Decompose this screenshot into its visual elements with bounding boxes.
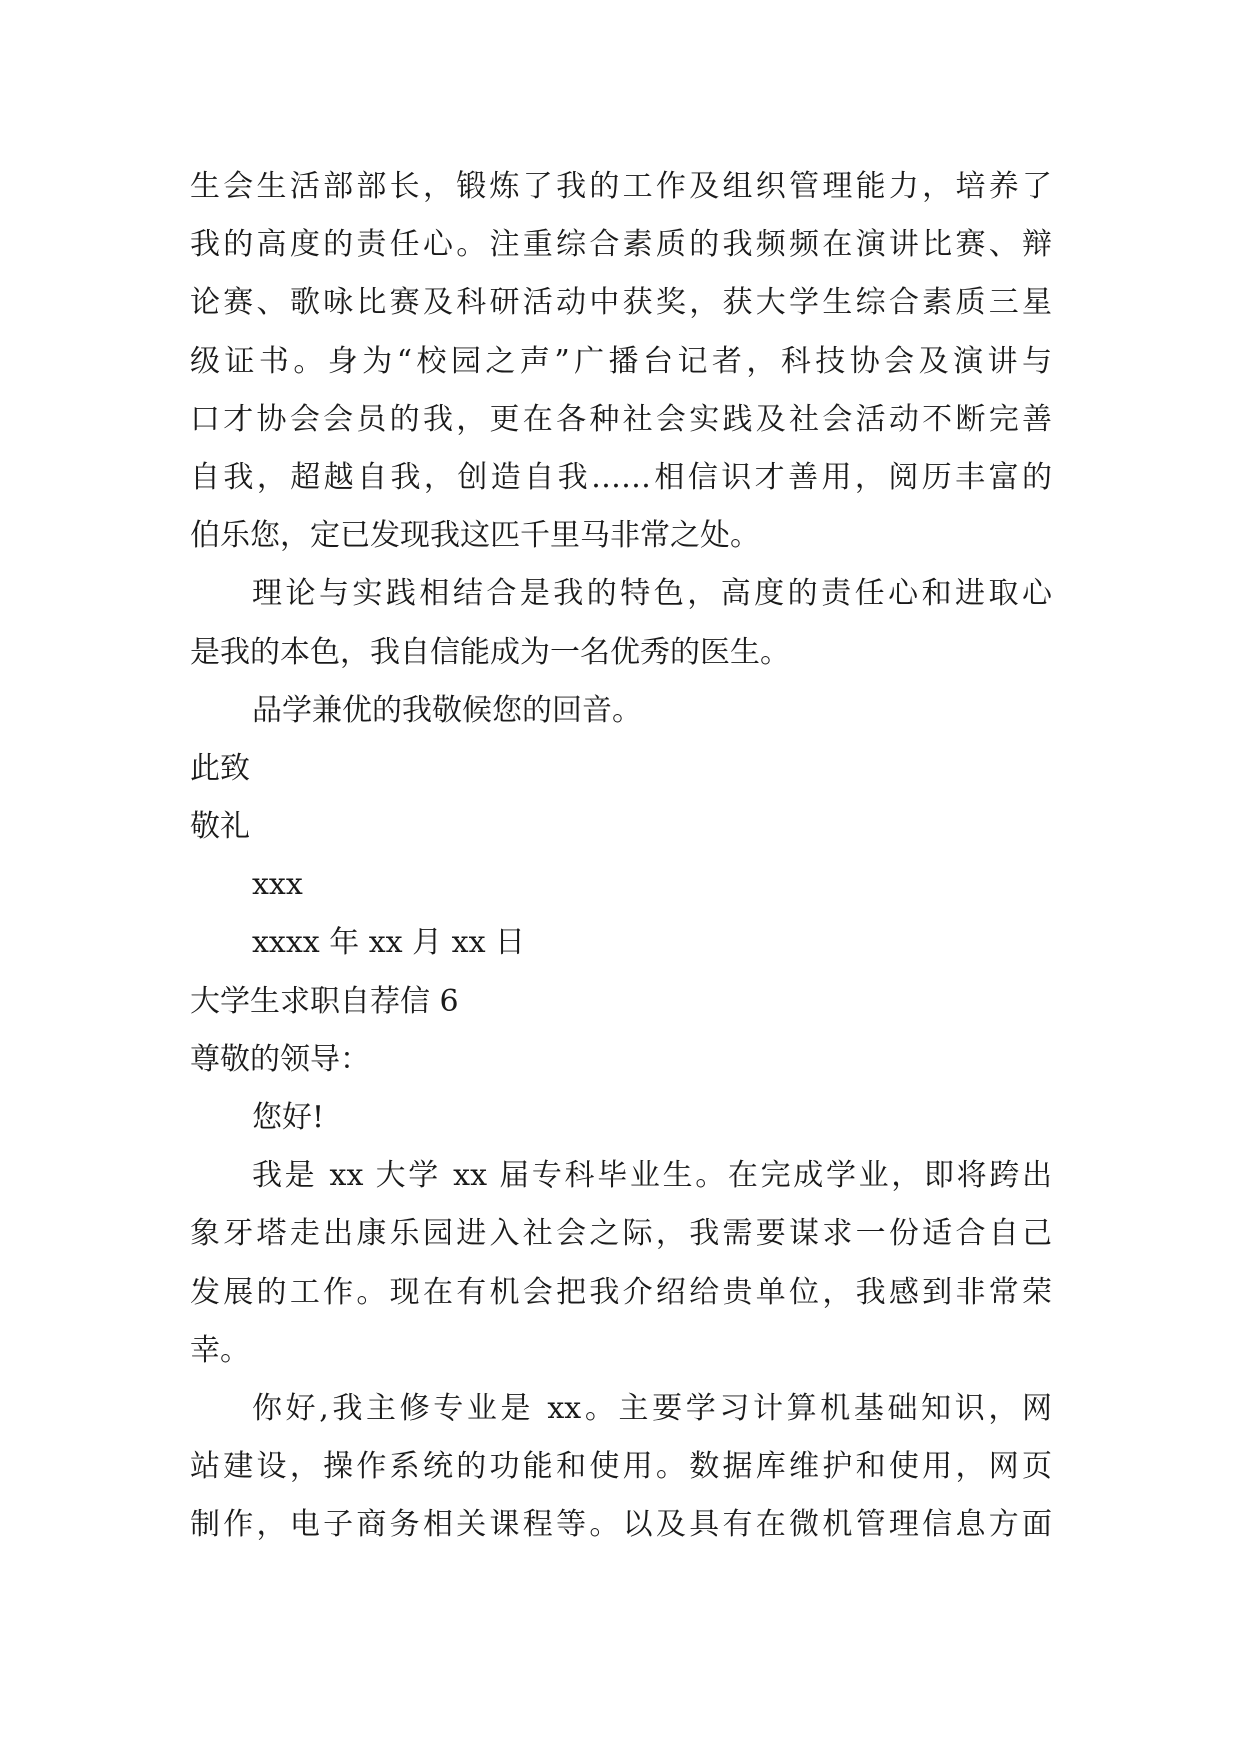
text-line: 您好! — [252, 1100, 325, 1135]
text-line: 论赛、歌咏比赛及科研活动中获奖，获大学生综合素质三星 — [190, 285, 1052, 321]
signature: xxx — [252, 867, 303, 903]
text-line: 理论与实践相结合是我的特色，高度的责任心和进取心 — [252, 576, 1052, 612]
text-line: 是我的本色，我自信能成为一名优秀的医生。 — [190, 634, 790, 670]
text-line: 品学兼优的我敬候您的回音。 — [252, 692, 642, 728]
text-line: 生会生活部部长，锻炼了我的工作及组织管理能力，培养了 — [190, 169, 1052, 204]
text-line: 口才协会会员的我，更在各种社会实践及社会活动不断完善 — [190, 401, 1052, 437]
text-line: 我的高度的责任心。注重综合素质的我频频在演讲比赛、辩 — [190, 227, 1052, 263]
text-line: 自我，超越自我，创造自我……相信识才善用，阅历丰富的 — [190, 459, 1052, 495]
text-line: 发展的工作。现在有机会把我介绍给贵单位，我感到非常荣 — [190, 1274, 1052, 1310]
text-line: 你好,我主修专业是 xx。主要学习计算机基础知识，网 — [252, 1390, 1052, 1426]
greeting: 尊敬的领导： — [190, 1041, 370, 1077]
letter-body — [190, 158, 1052, 1555]
text-line: 象牙塔走出康乐园进入社会之际，我需要谋求一份适合自己 — [190, 1216, 1052, 1252]
text-line: 级证书。身为“校园之声”广播台记者，科技协会及演讲与 — [190, 343, 1052, 379]
closing-salutation: 此致 — [190, 750, 250, 786]
date-line: xxxx 年 xx 月 xx 日 — [252, 925, 526, 961]
text-line: 站建设，操作系统的功能和使用。数据库维护和使用，网页 — [190, 1449, 1052, 1485]
text-line: 我是 xx 大学 xx 届专科毕业生。在完成学业，即将跨出 — [252, 1158, 1052, 1194]
text-line: 制作，电子商务相关课程等。以及具有在微机管理信息方面 — [190, 1507, 1052, 1543]
text-line: 幸。 — [190, 1332, 250, 1368]
section-title: 大学生求职自荐信 6 — [190, 983, 459, 1019]
closing-regards: 敬礼 — [190, 809, 250, 845]
text-line: 伯乐您，定已发现我这匹千里马非常之处。 — [190, 518, 760, 554]
